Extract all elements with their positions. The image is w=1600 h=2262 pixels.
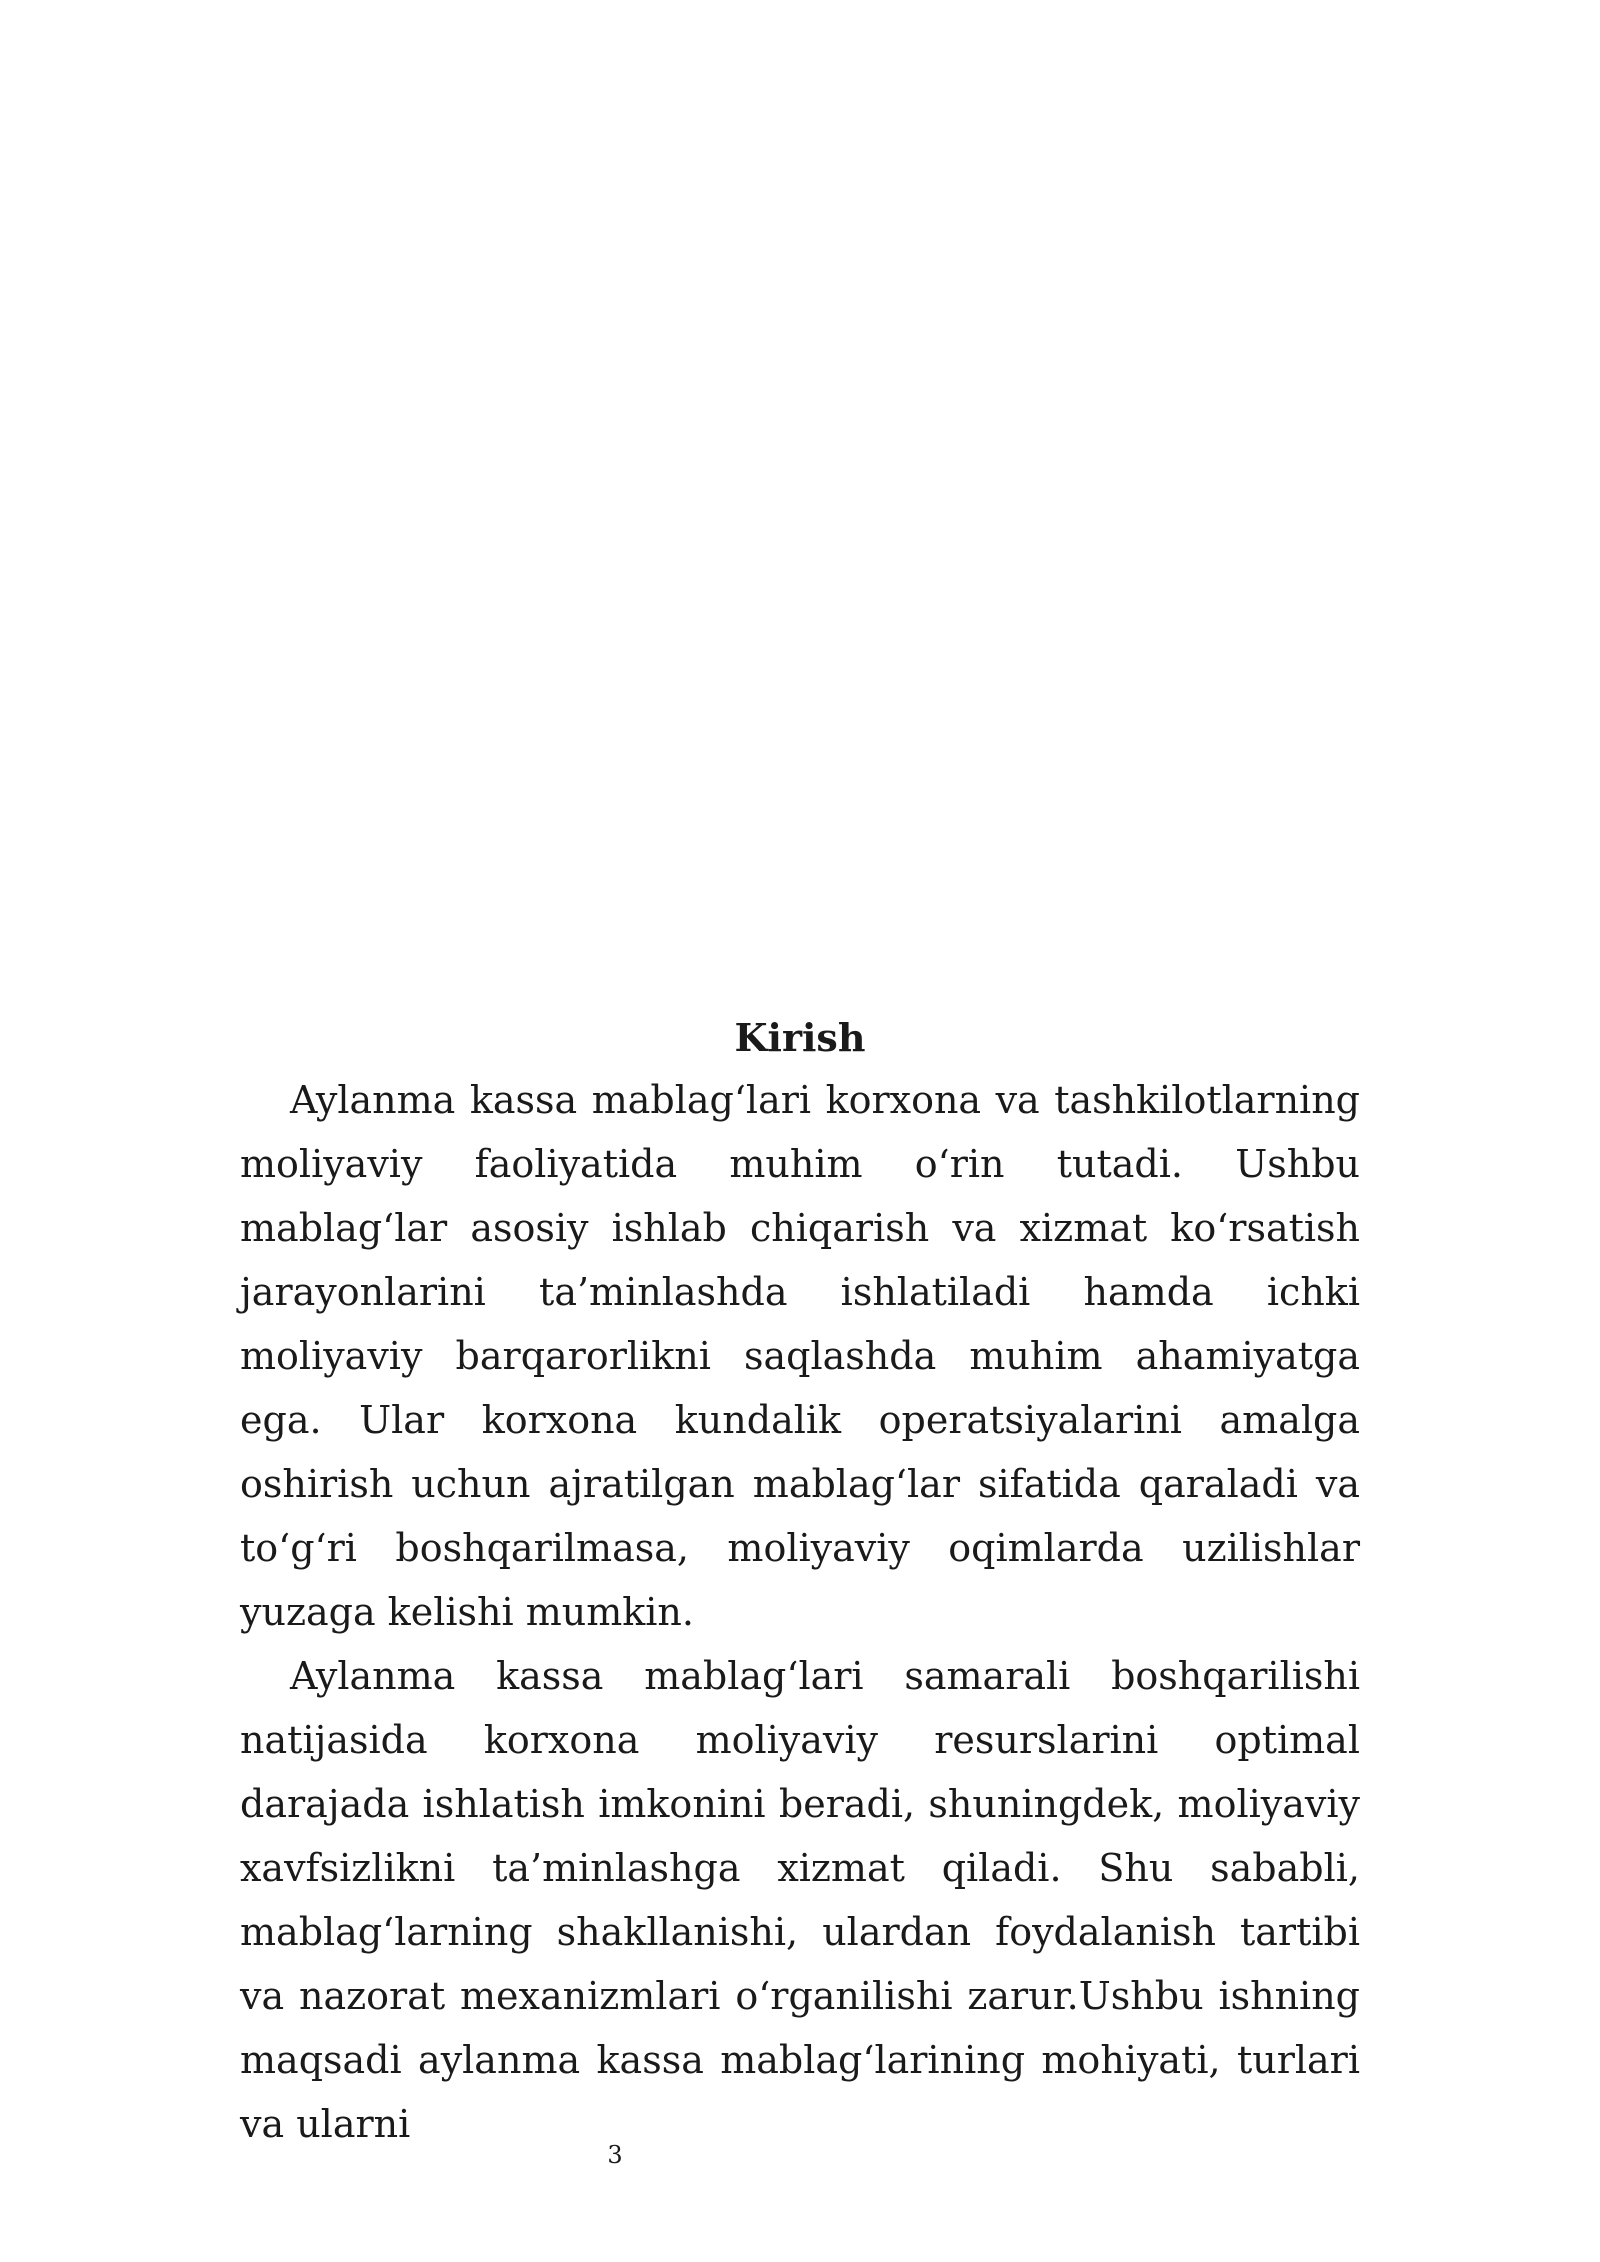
body-text <box>240 1068 1360 2156</box>
paragraph-2: Aylanma kassa mablag‘lari samarali boshqarilishi natijasida korxona moliyaviy resurslarini optimal darajada ishlatish imkonini beradi, shuningdek, moliyaviy xavfsizlikni ta’minlashga xizmat qiladi. Shu sababli, mablag‘larning shakllanishi, ulardan foydalanish tartibi va nazorat mexanizmlari o‘rganilishi zarur.Ushbu ishning maqsadi aylanma kassa mablag‘larining mohiyati, turlari va ularni <box>240 1654 1360 2146</box>
paragraph-1: Aylanma kassa mablag‘lari korxona va tashkilotlarning moliyaviy faoliyatida muhim o‘rin tutadi. Ushbu mablag‘lar asosiy ishlab chiqarish va xizmat ko‘rsatish jarayonlarini ta’minlashda ishlatiladi hamda ichki moliyaviy barqarorlikni saqlashda muhim ahamiyatga ega. Ular korxona kundalik operatsiyalarini amalga oshirish uchun ajratilgan mablag‘lar sifatida qaraladi va to‘g‘ri boshqarilmasa, moliyaviy oqimlarda uzilishlar yuzaga kelishi mumkin. <box>240 1078 1360 1634</box>
page-number: 3 <box>607 2141 623 2169</box>
section-title: Kirish <box>734 1015 866 1060</box>
